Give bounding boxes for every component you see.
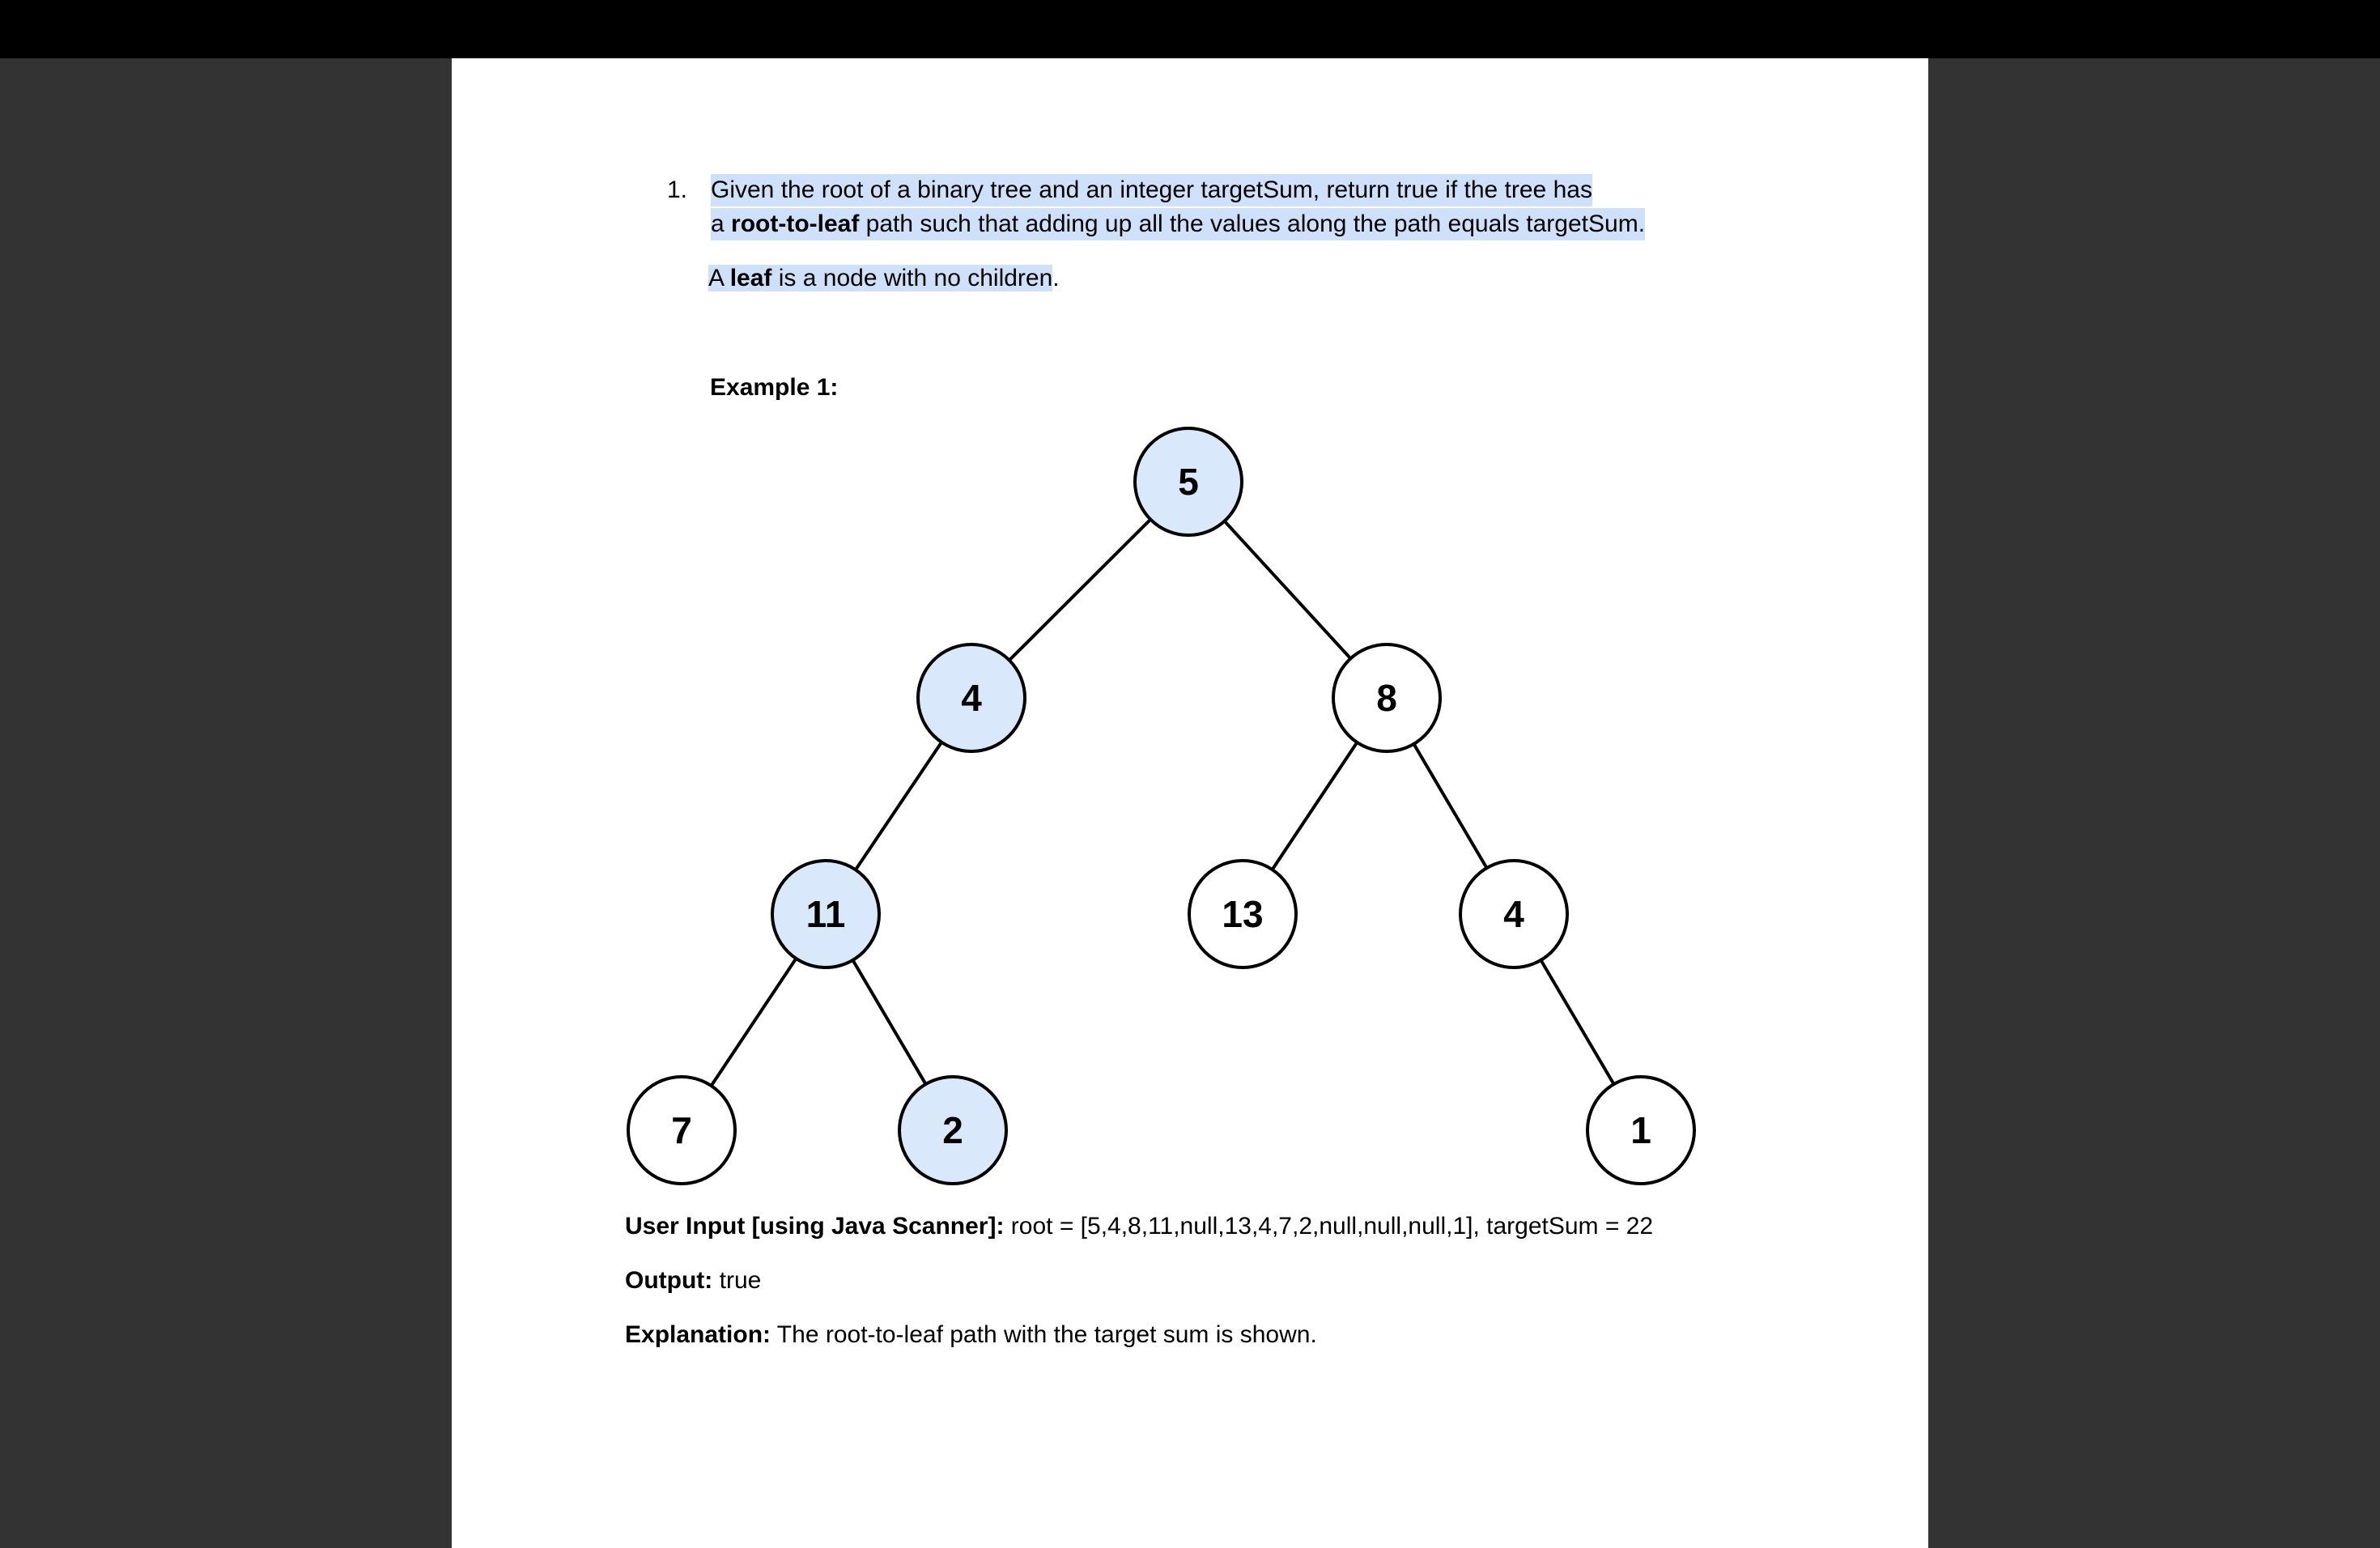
- explanation-label: Explanation:: [625, 1321, 771, 1348]
- node-label: 7: [671, 1109, 692, 1151]
- explanation-value: The root-to-leaf path with the target sum is shown.: [771, 1321, 1317, 1348]
- root-to-leaf-bold: root-to-leaf: [731, 211, 860, 237]
- node-label: 4: [1503, 893, 1524, 935]
- user-input-line: [625, 1210, 1653, 1243]
- user-input-label: User Input [using Java Scanner]:: [625, 1213, 1005, 1240]
- node-label: 11: [805, 893, 846, 935]
- tree-node: [1587, 1077, 1694, 1184]
- user-input-value: root = [5,4,8,11,null,13,4,7,2,null,null,null,1], targetSum = 22: [1004, 1213, 1654, 1240]
- tree-node: [918, 644, 1025, 751]
- tree-node: [1333, 644, 1440, 751]
- list-number: 1.: [667, 176, 688, 203]
- line2-rest: path such that adding up all the values along the path equals targetSum.: [859, 211, 1646, 237]
- tree-node: [1460, 861, 1567, 968]
- node-label: 4: [961, 677, 982, 719]
- line2-prefix: a: [711, 211, 732, 237]
- tree-node: [772, 861, 879, 968]
- node-label: 5: [1178, 461, 1199, 503]
- example-title: Example 1:: [710, 374, 839, 401]
- tree-node: [899, 1077, 1006, 1184]
- output-label: Output:: [625, 1267, 713, 1294]
- leaf-prefix: A: [708, 265, 730, 291]
- leaf-rest: is a node with no children: [771, 265, 1053, 291]
- output-value: true: [712, 1267, 762, 1294]
- leaf-bold: leaf: [729, 265, 772, 291]
- problem-line-1: Given the root of a binary tree and an integer targetSum, return true if the tree has: [711, 174, 1592, 206]
- node-label: 8: [1376, 677, 1397, 719]
- explanation-line: [625, 1319, 1317, 1351]
- node-label: 1: [1630, 1109, 1651, 1151]
- tree-node: [628, 1077, 735, 1184]
- node-label: 13: [1222, 893, 1264, 935]
- leaf-period: .: [1052, 265, 1060, 291]
- node-label: 2: [942, 1109, 963, 1151]
- tree-node: [1189, 861, 1296, 968]
- tree-node: [1135, 428, 1242, 535]
- output-line: [625, 1265, 761, 1297]
